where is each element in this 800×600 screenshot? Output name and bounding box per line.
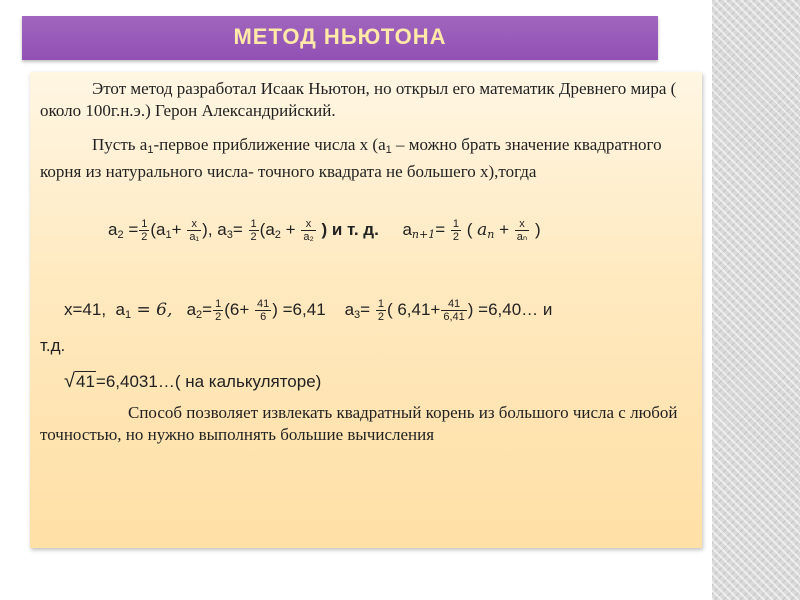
example-etc: т.д. bbox=[40, 336, 66, 355]
intro-paragraph: Этот метод разработал Исаак Ньютон, но открыл его математик Древнего мира ( около 100г.н.э.) Герон Александрийский. bbox=[40, 79, 677, 120]
fraction-x-over-a2: $\frac{х}{\text{а₂}}$ bbox=[303, 218, 314, 243]
title-banner bbox=[22, 16, 658, 60]
conclusion-paragraph: Способ позволяет извлекать квадратный корень из большого числа с любой точностью, но нужно выполнять большие вычисления bbox=[40, 403, 678, 444]
sqrt-icon: √ bbox=[64, 370, 75, 392]
decorative-stripe bbox=[712, 0, 800, 600]
page-title: МЕТОД НЬЮТОНА bbox=[233, 24, 447, 49]
fraction-one-half: $\frac{1}{2}$ bbox=[215, 298, 222, 323]
worked-example: x=41, $а_1 = 6$, $а_2=$ $\frac{1}{2}$ (6+ $\frac{41}{6}$ ) =6,41 $а_3=$ $\frac{1}{2}$ ( 6,41+ $\frac{41}{6,41}$ ) =6,40… и bbox=[64, 298, 553, 323]
fraction-one-half: $\frac{1}{2}$ bbox=[141, 218, 148, 243]
fraction-x-over-a1: $\frac{х}{\text{а₁}}$ bbox=[189, 218, 200, 243]
recurrence-formula: $а_2$ = $\frac{1}{2}$ ($а_1+$ $\frac{х}{\text{а₁}}$ ), $а_3=$ $\frac{1}{2}$ ($а_2$ + $\frac{х}{\text{а₂}}$ ) и т. д. $а_{n+1}=$ $\frac{1}{2}$ ( $a_n$ + $\frac{х}{\text{aₙ}}$ ) bbox=[108, 218, 541, 243]
fraction-one-half: $\frac{1}{2}$ bbox=[452, 218, 460, 243]
fraction-one-half: $\frac{1}{2}$ bbox=[250, 218, 257, 243]
fraction-41-over-641: $\frac{41}{6,41}$ bbox=[443, 298, 465, 323]
sqrt-result: √41=6,4031…( на калькуляторе) bbox=[64, 370, 322, 392]
fraction-one-half: $\frac{1}{2}$ bbox=[377, 298, 384, 323]
fraction-41-over-6: $\frac{41}{6}$ bbox=[257, 298, 270, 323]
definition-paragraph: Пусть $а_1$-первое приближение числа х ($а_1$ – можно брать значение квадратного корня из натурального числа- точного квадрата не большего х),тогда bbox=[40, 135, 662, 181]
fraction-x-over-an: $\frac{х}{\text{aₙ}}$ bbox=[516, 218, 528, 243]
content-panel bbox=[30, 72, 702, 548]
